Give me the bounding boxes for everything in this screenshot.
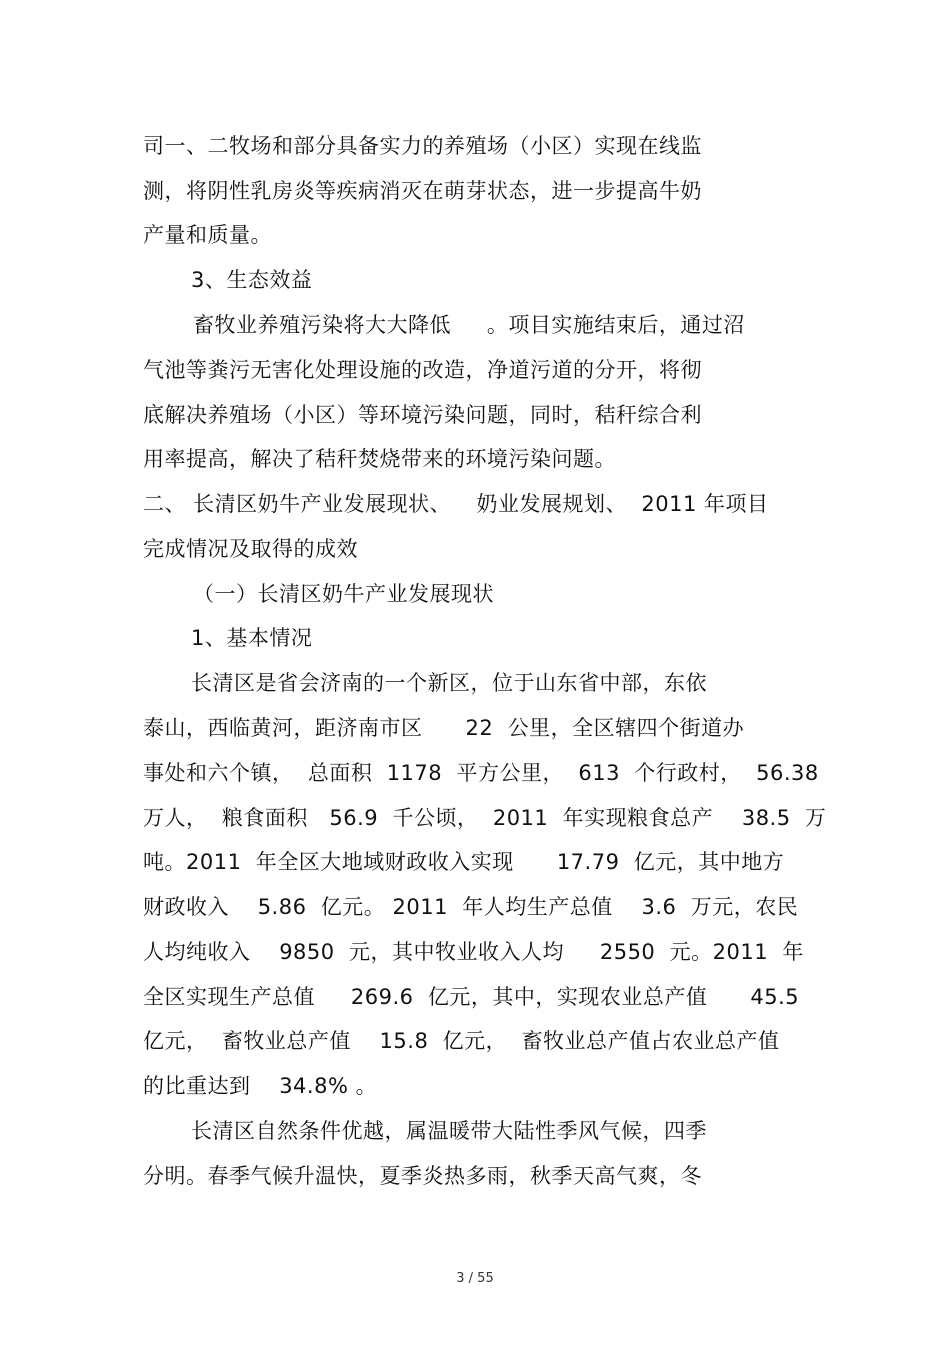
text-line: 产量和质量。 — [143, 223, 272, 247]
text-line: 测，将阴性乳房炎等疾病消灭在萌芽状态，进一步提高牛奶 — [143, 179, 702, 203]
text-line: 用率提高，解决了秸秆焚烧带来的环境污染问题。 — [143, 447, 616, 471]
text-line: 泰山，西临黄河，距济南市区 22 公里，全区辖四个街道办 — [143, 716, 745, 740]
text-line: 底解决养殖场（小区）等环境污染问题，同时，秸秆综合利 — [143, 403, 702, 427]
text-line: 财政收入 5.86 亿元。 2011 年人均生产总值 3.6 万元，农民 — [143, 895, 799, 919]
section-heading: 3、生态效益 — [191, 268, 313, 292]
chapter-heading: 二、 长清区奶牛产业发展现状、 奶业发展规划、 2011 年项目 — [143, 492, 769, 516]
text-line: 事处和六个镇， 总面积 1178 平方公里， 613 个行政村， 56.38 — [143, 761, 819, 785]
text-line: 亿元， 畜牧业总产值 15.8 亿元， 畜牧业总产值占农业总产值 — [143, 1029, 780, 1053]
text-line: 长清区自然条件优越，属温暖带大陆性季风气候，四季 — [191, 1119, 707, 1143]
page-number: 3 / 55 — [456, 1271, 494, 1286]
subsection-heading: （一）长清区奶牛产业发展现状 — [193, 582, 494, 606]
text-line: 司一、二牧场和部分具备实力的养殖场（小区）实现在线监 — [143, 134, 702, 158]
text-line: 分明。春季气候升温快，夏季炎热多雨，秋季天高气爽，冬 — [143, 1164, 702, 1188]
text-line: 气池等粪污无害化处理设施的改造，净道污道的分开，将彻 — [143, 358, 702, 382]
text-line: 人均纯收入 9850 元，其中牧业收入人均 2550 元。2011 年 — [143, 940, 804, 964]
text-line: 长清区是省会济南的一个新区，位于山东省中部，东依 — [191, 671, 707, 695]
section-heading: 1、基本情况 — [191, 626, 313, 650]
text-line: 吨。2011 年全区大地域财政收入实现 17.79 亿元，其中地方 — [143, 850, 785, 874]
chapter-heading: 完成情况及取得的成效 — [143, 537, 358, 561]
text-line: 全区实现生产总值 269.6 亿元，其中，实现农业总产值 45.5 — [143, 985, 800, 1009]
text-line: 畜牧业养殖污染将大大降低 。项目实施结束后，通过沼 — [193, 313, 745, 337]
text-line: 的比重达到 34.8% 。 — [143, 1074, 378, 1098]
text-line: 万人， 粮食面积 56.9 千公顷， 2011 年实现粮食总产 38.5 万 — [143, 806, 827, 830]
